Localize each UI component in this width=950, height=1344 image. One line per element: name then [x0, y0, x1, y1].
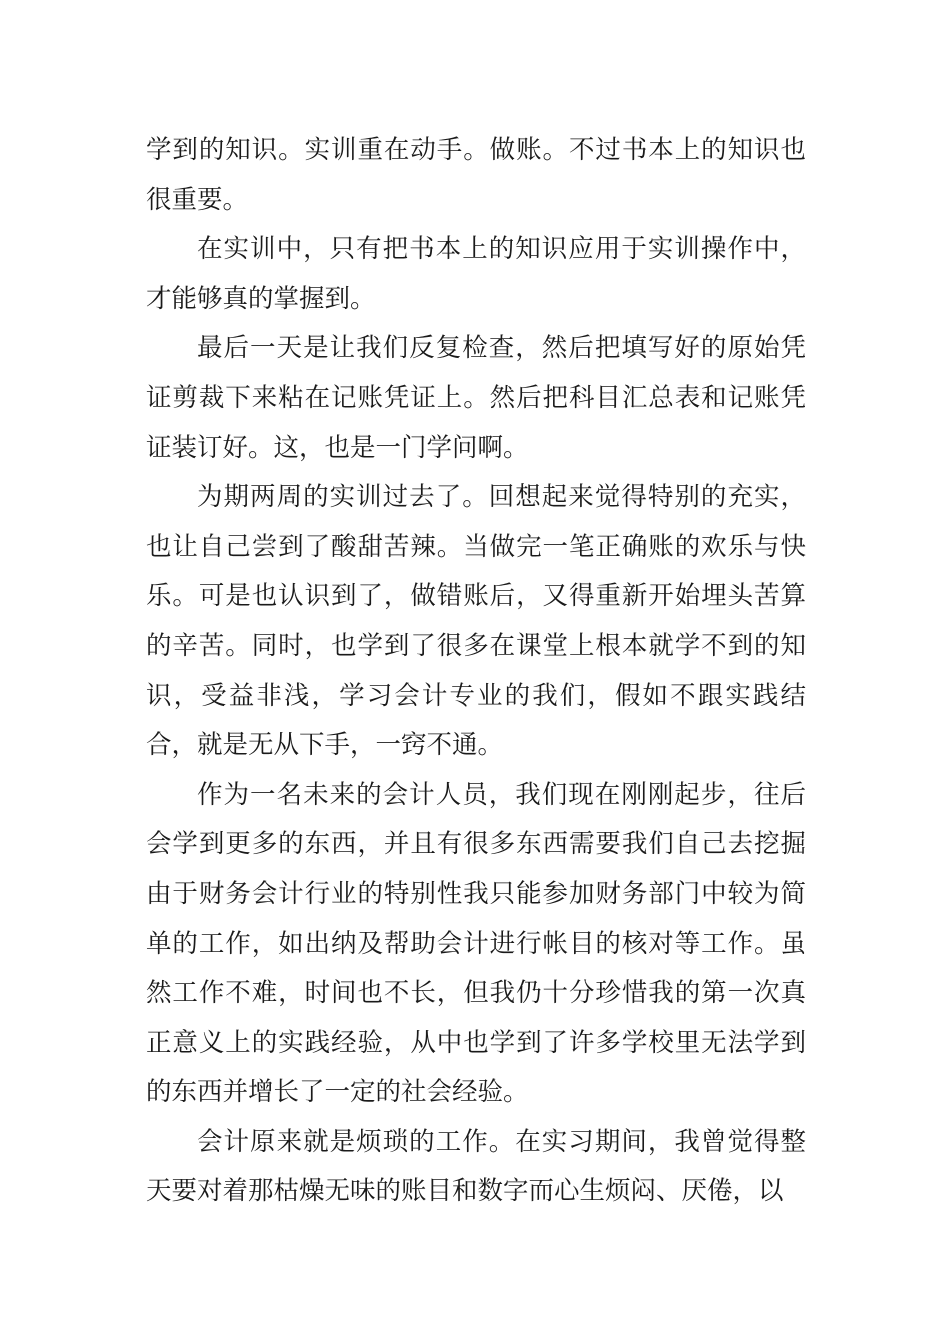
paragraph: 作为一名未来的会计人员，我们现在刚刚起步，往后会学到更多的东西，并且有很多东西需要我们自己去挖掘由于财务会计行业的特别性我只能参加财务部门中较为简单的工作，如出纳及帮助会计进行帐目的核对等工作。虽然工作不难，时间也不长，但我仍十分珍惜我的第一次真正意义上的实践经验，从中也学到了许多学校里无法学到的东西并增长了一定的社会经验。: [146, 779, 806, 1108]
paragraph: 为期两周的实训过去了。回想起来觉得特别的充实，也让自己尝到了酸甜苦辣。当做完一笔正确账的欢乐与快乐。可是也认识到了，做错账后，又得重新开始埋头苦算的辛苦。同时，也学到了很多在课堂上根本就学不到的知识，受益非浅，学习会计专业的我们，假如不跟实践结合，就是无从下手，一窍不通。: [146, 482, 806, 761]
paragraph: 会计原来就是烦琐的工作。在实习期间，我曾觉得整天要对着那枯燥无味的账目和数字而心生烦闷、厌倦，以: [146, 1126, 806, 1207]
document-page: [146, 126, 806, 1217]
paragraph: 在实训中，只有把书本上的知识应用于实训操作中，才能够真的掌握到。: [146, 234, 806, 314]
paragraph-continued: 学到的知识。实训重在动手。做账。不过书本上的知识也很重要。: [146, 135, 806, 215]
paragraph: 最后一天是让我们反复检查，然后把填写好的原始凭证剪裁下来粘在记账凭证上。然后把科目汇总表和记账凭证装订好。这，也是一门学问啊。: [146, 333, 806, 463]
